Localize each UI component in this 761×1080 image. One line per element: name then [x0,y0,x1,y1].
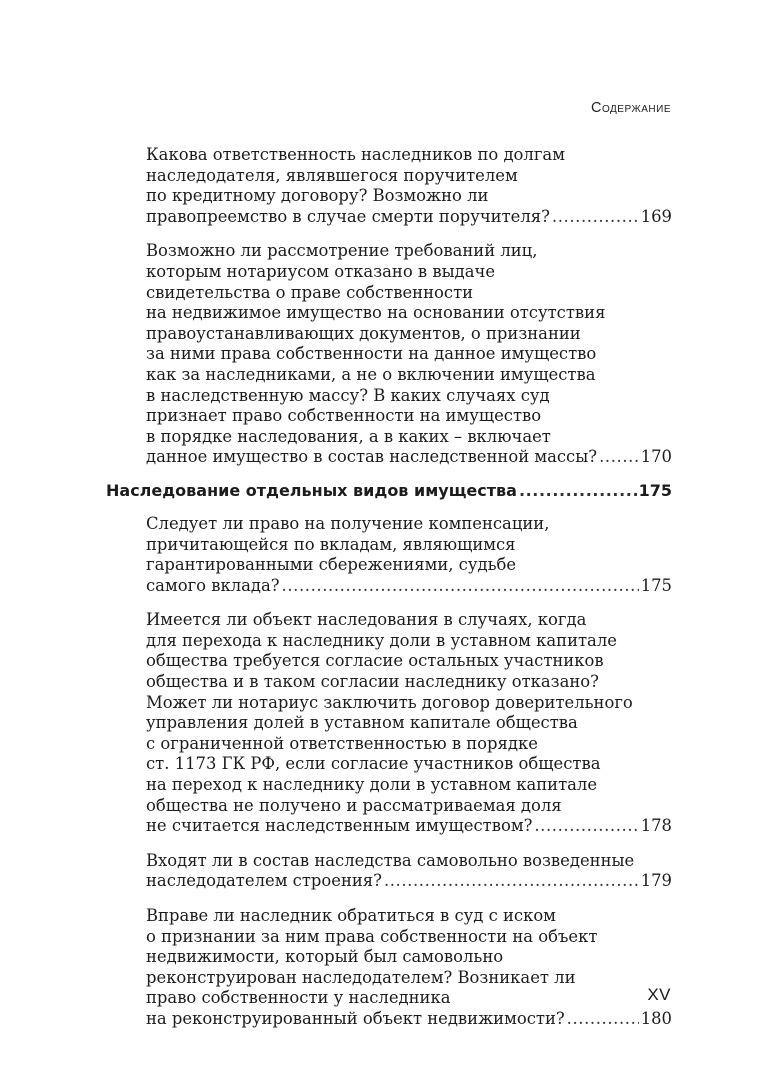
entry-line: управления долей в уставном капитале общества [146,713,578,733]
page-number: 180 [640,1008,672,1028]
entry-line: общества требуется согласие остальных участников [146,651,604,671]
section-title: Наследование отдельных видов имущества [106,480,517,500]
entry-line: в наследственную массу? В каких случаях суд [146,385,550,405]
dot-leader [552,207,639,228]
entry-text: данное имущество в состав наследственной массы? [146,447,598,467]
entry-text: правопреемство в случае смерти поручителя? [146,206,550,226]
toc-list [106,145,672,1030]
page-number: 169 [640,206,672,226]
entry-line: общества не получено и рассматриваемая доля [146,795,562,815]
entry-last-line [146,447,672,468]
entry-line: в порядке наследования, а в каких – включает [146,426,551,446]
entry-line: Следует ли право на получение компенсации, [146,513,550,533]
dot-leader [519,480,637,502]
dot-leader [282,576,639,597]
entry-line: Возможно ли рассмотрение требований лиц, [146,241,538,261]
page-number: 179 [640,871,672,891]
entry-line: недвижимости, который был самовольно [146,947,504,967]
entry-line: Имеется ли объект наследования в случаях, когда [146,610,587,630]
toc-entry [106,514,672,596]
toc-entry [106,241,672,468]
entry-last-line [146,576,672,597]
entry-line: свидетельства о праве собственности [146,282,474,302]
entry-line: причитающейся по вкладам, являющимся [146,534,516,554]
entry-line: о признании за ним права собственности на объект [146,926,598,946]
entry-last-line [146,816,672,837]
entry-last-line [146,871,672,892]
entry-line: за ними права собственности на данное имущество [146,344,597,364]
entry-last-line [146,207,672,228]
entry-line: реконструирован наследодателем? Возникает ли [146,967,576,987]
entry-line: наследодателя, являвшегося поручителем [146,165,518,185]
entry-text: на реконструированный объект недвижимости? [146,1008,565,1028]
entry-line: с ограниченной ответственностью в порядке [146,733,538,753]
page-number: 175 [640,575,672,595]
entry-line: на переход к наследнику доли в уставном капитале [146,775,598,795]
toc-entry [106,610,672,837]
page-number: 178 [640,816,672,836]
entry-line: правоустанавливающих документов, о признании [146,323,581,343]
toc-entry [106,145,672,227]
entry-last-line [146,1009,672,1030]
entry-text: наследодателем строения? [146,871,382,891]
page-number: 170 [640,447,672,467]
entry-line: по кредитному договору? Возможно ли [146,186,489,206]
entry-last-line [106,480,672,502]
toc-section-heading [106,480,672,502]
entry-line: которым нотариусом отказано в выдаче [146,261,496,281]
page-folio: XV [647,985,671,1004]
entry-line: право собственности у наследника [146,988,451,1008]
toc-entry [106,851,672,892]
entry-line: для перехода к наследнику доли в уставном капитале [146,630,617,650]
entry-text: самого вклада? [146,575,280,595]
dot-leader [384,871,639,892]
dot-leader [567,1009,639,1030]
page-number: 175 [638,480,672,500]
entry-line: признает право собственности на имущество [146,406,542,426]
dot-leader [599,447,639,468]
running-head: Содержание [590,100,671,116]
entry-line: Вправе ли наследник обратиться в суд с иском [146,906,556,925]
entry-line: на недвижимое имущество на основании отсутствия [146,303,606,323]
entry-line: общества и в таком согласии наследнику отказано? [146,672,599,692]
entry-line: ст. 1173 ГК РФ, если согласие участников общества [146,754,601,774]
entry-line: Какова ответственность наследников по долгам [146,145,565,164]
entry-line: гарантированными сбережениями, судьбе [146,555,517,575]
toc-entry [106,906,672,1030]
entry-text: не считается наследственным имуществом? [146,816,533,836]
dot-leader [534,816,638,837]
entry-line: как за наследниками, а не о включении имущества [146,364,596,384]
entry-line: Может ли нотариус заключить договор доверительного [146,692,633,712]
entry-line: Входят ли в состав наследства самовольно возведенные [146,850,635,870]
